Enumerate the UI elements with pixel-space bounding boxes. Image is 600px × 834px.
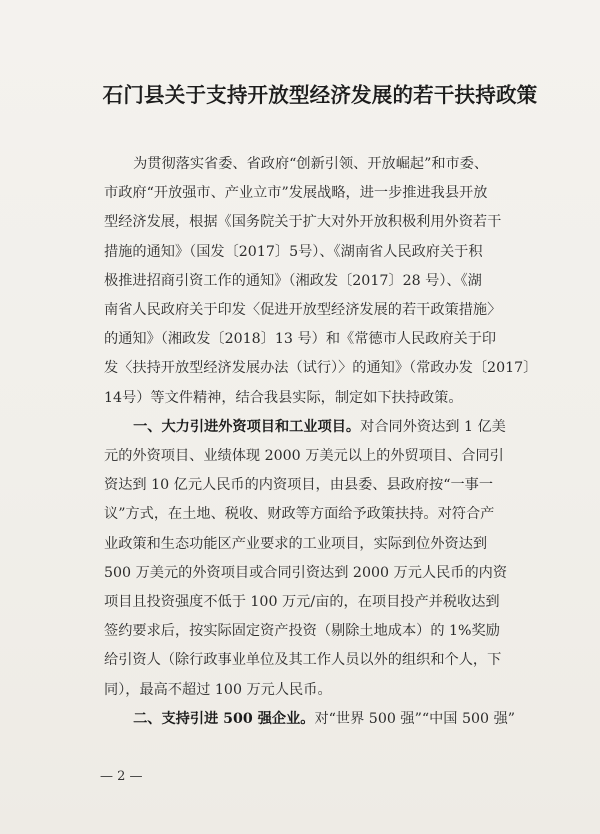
section-1-heading: 一、大力引进外资项目和工业项目。: [133, 418, 361, 435]
intro-line: 措施的通知》（国发〔2017〕5号）、《湖南省人民政府关于积: [104, 243, 483, 260]
section-1-line: 500 万美元的外资项目或合同引资达到 2000 万元人民币的内资: [104, 564, 508, 581]
intro-line: 14号）等文件精神，结合我县实际，制定如下扶持政策。: [104, 389, 463, 406]
intro-line: 的通知》（湘政发〔2018〕13 号）和《常德市人民政府关于印: [104, 331, 497, 348]
section-2-first-line: [104, 705, 574, 734]
section-1-line: 给引资人（除行政事业单位及其工作人员以外的组织和个人，下: [104, 652, 502, 669]
section-2-lead-text: 对“世界 500 强”“中国 500 强”: [314, 710, 516, 727]
page-number: — 2 —: [100, 769, 143, 784]
section-1-line: 元的外资项目、业绩体现 2000 万美元以上的外贸项目、合同引: [104, 448, 504, 465]
section-1-line: 议”方式，在土地、税收、财政等方面给予政策扶持。对符合产: [104, 506, 495, 523]
section-2-heading: 二、支持引进 500 强企业。: [133, 710, 315, 727]
intro-paragraph: [104, 150, 574, 413]
intro-line: 市政府“开放强市、产业立市”发展战略，进一步推进我县开放: [104, 185, 488, 202]
section-1-lead-text: 对合同外资达到 1 亿美: [360, 418, 506, 435]
section-1-line: 业政策和生态功能区产业要求的工业项目，实际到位外资达到: [104, 535, 488, 552]
intro-line: 为贯彻落实省委、省政府“创新引领、开放崛起”和市委、: [133, 156, 489, 172]
section-1-line: 项目且投资强度不低于 100 万元/亩的，在项目投产并税收达到: [104, 594, 500, 611]
document-body: [104, 150, 574, 734]
section-1-line: 同），最高不超过 100 万元人民币。: [104, 681, 332, 698]
intro-line: 极推进招商引资工作的通知》（湘政发〔2017〕28 号）、《湖: [104, 272, 482, 289]
section-2-paragraph: [104, 705, 574, 734]
section-1-line: 签约要求后，按实际固定资产投资（剔除土地成本）的 1%奖励: [104, 623, 500, 640]
section-1-line: 资达到 10 亿元人民币的内资项目，由县委、县政府按“一事一: [104, 477, 494, 494]
section-1-paragraph: [104, 413, 574, 705]
section-1-first-line: [104, 413, 574, 442]
document-title: 石门县关于支持开放型经济发展的若干扶持政策: [102, 83, 538, 107]
intro-line: 型经济发展，根据《国务院关于扩大对外开放积极利用外资若干: [104, 214, 502, 231]
intro-line: 南省人民政府关于印发〈促进开放型经济发展的若干政策措施〉: [104, 302, 502, 319]
intro-line: 发〈扶持开放型经济发展办法（试行）〉的通知》（常政办发〔2017〕: [104, 360, 538, 377]
